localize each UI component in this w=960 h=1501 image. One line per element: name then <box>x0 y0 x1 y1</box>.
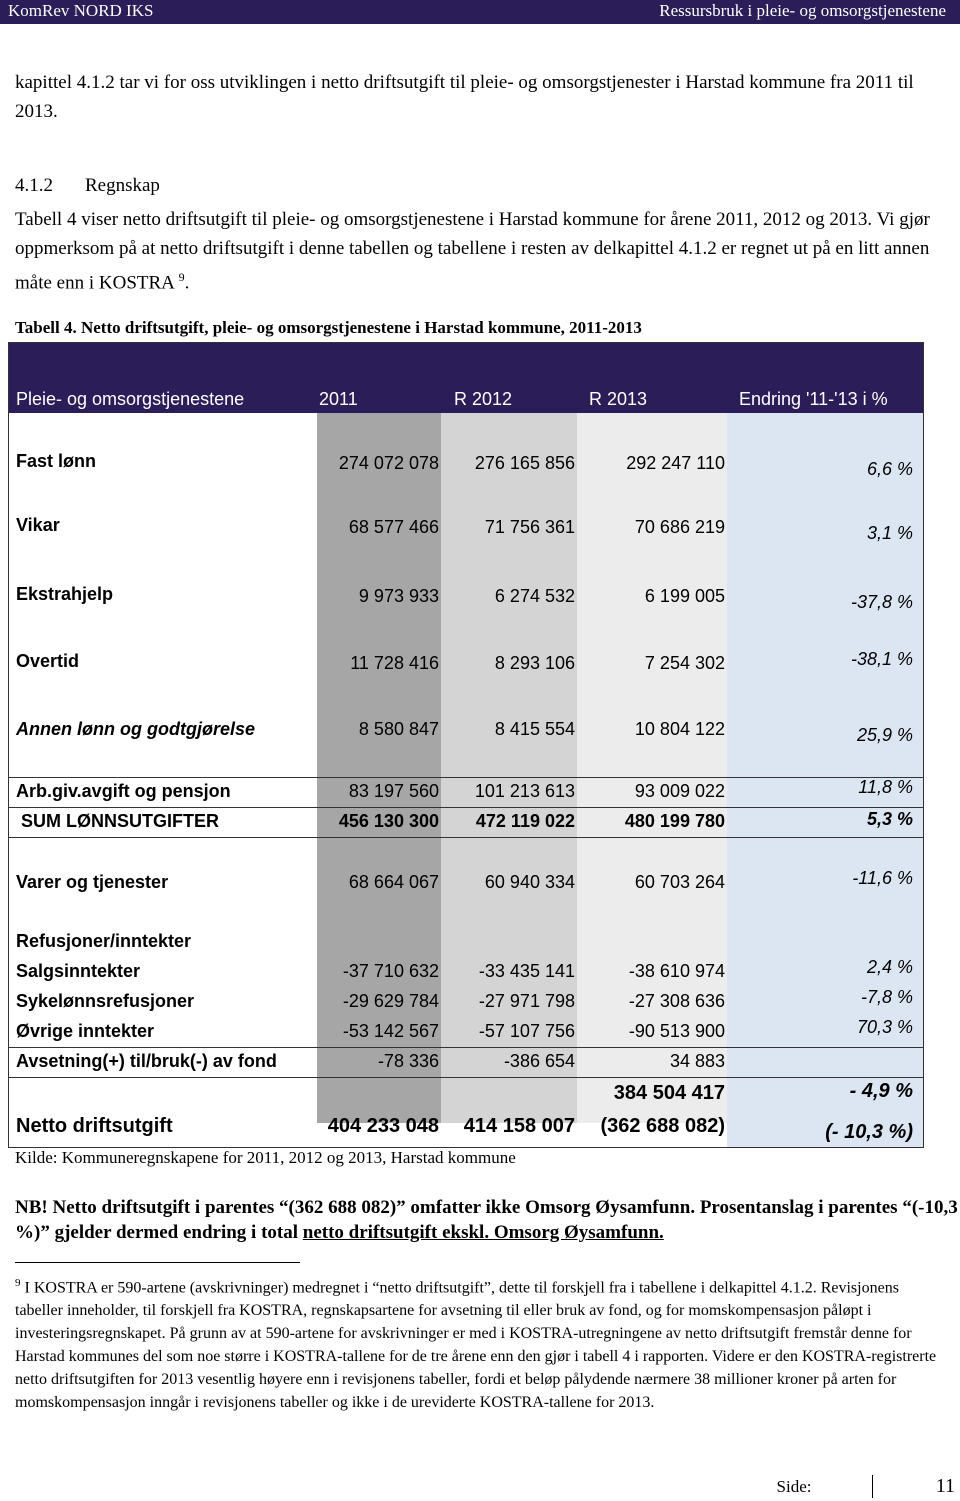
value-pct: -7,8 % <box>860 987 913 1007</box>
page-value: 11 <box>935 1475 955 1497</box>
row-divider <box>9 1047 923 1048</box>
value-2013: -27 308 636 <box>628 991 725 1011</box>
row-label: Overtid <box>16 651 80 671</box>
section-title: Regnskap <box>85 175 160 196</box>
row-divider <box>9 807 923 808</box>
header-label: Pleie- og omsorgstjenestene <box>16 389 245 409</box>
value-2011: 274 072 078 <box>338 453 439 473</box>
row-label: Ekstrahjelp <box>16 584 114 604</box>
body-text-end: . <box>184 272 190 294</box>
value-2011: -29 629 784 <box>342 991 439 1011</box>
row-label: Fast lønn <box>16 451 96 471</box>
value-2013: 70 686 219 <box>634 517 725 537</box>
footnote-text: I KOSTRA er 590-artene (avskrivninger) medregnet i “netto driftsutgift”, dette til forskjell fra i tabellene i delkapittel 4.1.2. Revisjonens tabeller inneholder, til forskjell fra KOSTRA, regnskapsartene for avsetning til eller bruk av fond, og for momskompensasjon påløpt i investeringsregnskapet. På grunn av at 590-artene for avskrivninger er med i KOSTRA-utregningene av netto driftsutgift fremstår denne for Harstad kommunes del som noe større i KOSTRA-tallene for de tre årene enn den gjør i tabell 4 i rapporten. Videre er den KOSTRA-registrerte netto driftsutgiften for 2013 vesentlig høyere enn i revisjonens tabeller, fordi et beløp pålydende nærmere 38 millioner kroner på arten for momskompensasjon inngår i revisjonens tabeller og ikke i de ureviderte KOSTRA-tallene for 2013. <box>15 1279 937 1412</box>
total-pct: (- 10,3 %) <box>825 1121 913 1143</box>
footnote-separator <box>15 1262 300 1263</box>
nb-note <box>15 1195 960 1245</box>
value-2012: 6 274 532 <box>494 586 575 606</box>
header-2012: R 2012 <box>454 389 513 409</box>
value-2011: 68 664 067 <box>348 872 439 892</box>
value-2011: 11 728 416 <box>350 653 439 673</box>
value-pct: 3,1 % <box>866 523 913 543</box>
value-2012: 71 756 361 <box>484 517 575 537</box>
total-pct-alt: - 4,9 % <box>849 1080 913 1102</box>
total-2012: 414 158 007 <box>463 1115 575 1137</box>
header-2013: R 2013 <box>589 389 648 409</box>
value-pct: -11,6 % <box>852 868 913 888</box>
value-2011: 83 197 560 <box>348 781 439 801</box>
header-pct: Endring '11-'13 i % <box>739 389 888 409</box>
row-label-sum: SUM LØNNSUTGIFTER <box>21 811 219 831</box>
value-2012: 276 165 856 <box>474 453 575 473</box>
total-2013-alt: 384 504 417 <box>613 1082 725 1104</box>
value-pct: 25,9 % <box>856 725 913 745</box>
footnote-ref: 9 <box>178 270 185 284</box>
value-2013: 93 009 022 <box>634 781 725 801</box>
value-2013: 292 247 110 <box>626 453 725 473</box>
value-2012: 472 119 022 <box>475 811 575 831</box>
row-divider <box>9 1077 923 1078</box>
header-report-title: Ressursbruk i pleie- og omsorgstjenestene <box>659 1 946 20</box>
total-2011: 404 233 048 <box>327 1115 439 1137</box>
table-source: Kilde: Kommuneregnskapene for 2011, 2012 og 2013, Harstad kommune <box>15 1148 516 1167</box>
row-divider <box>9 777 923 778</box>
total-label: Netto driftsutgift <box>16 1115 173 1137</box>
page-label: Side: <box>776 1477 812 1496</box>
value-2011: 456 130 300 <box>338 811 439 831</box>
row-divider <box>9 837 923 838</box>
row-label: Øvrige inntekter <box>16 1021 155 1041</box>
header-org: KomRev NORD IKS <box>8 1 154 20</box>
total-2013: (362 688 082) <box>600 1115 725 1137</box>
value-2013: 34 883 <box>669 1051 725 1071</box>
value-pct: 70,3 % <box>856 1017 913 1037</box>
value-2011: -37 710 632 <box>342 961 439 981</box>
value-2012: -57 107 756 <box>478 1021 575 1041</box>
value-2013: 480 199 780 <box>624 811 725 831</box>
row-label: Sykelønnsrefusjoner <box>16 991 195 1011</box>
row-label: Salgsinntekter <box>16 961 141 981</box>
value-2011: 68 577 466 <box>348 517 439 537</box>
value-2012: -27 971 798 <box>478 991 575 1011</box>
value-2013: -90 513 900 <box>628 1021 725 1041</box>
row-label: Varer og tjenester <box>16 872 169 892</box>
value-2011: -53 142 567 <box>342 1021 439 1041</box>
row-label: Annen lønn og godtgjørelse <box>16 719 255 739</box>
value-2013: 10 804 122 <box>634 719 725 739</box>
value-pct: -37,8 % <box>850 592 913 612</box>
footnote <box>15 1272 945 1414</box>
body-paragraph <box>15 205 955 297</box>
row-label: Avsetning(+) til/bruk(-) av fond <box>16 1051 277 1071</box>
row-group-label: Refusjoner/inntekter <box>16 931 192 951</box>
nb-underlined: netto driftsutgift ekskl. Omsorg Øysamfunn. <box>302 1222 664 1243</box>
data-table <box>8 342 924 1148</box>
nb-text: NB! Netto driftsutgift i parentes “(362 688 082)” omfatter ikke Omsorg Øysamfunn. Prosentanslag i parentes “(-10,3 %)” gjelder dermed endring i total <box>15 1197 958 1243</box>
value-pct: 11,8 % <box>858 777 913 797</box>
section-number: 4.1.2 <box>15 175 53 196</box>
row-label: Arb.giv.avgift og pensjon <box>16 781 231 801</box>
value-pct: -38,1 % <box>850 649 913 669</box>
value-2013: -38 610 974 <box>628 961 725 981</box>
value-2011: 9 973 933 <box>358 586 439 606</box>
value-2012: -386 654 <box>503 1051 575 1071</box>
value-2012: 60 940 334 <box>484 872 575 892</box>
intro-paragraph: kapittel 4.1.2 tar vi for oss utviklingen i netto driftsutgift til pleie- og omsorgstjenester i Harstad kommune fra 2011 til 2013. <box>15 72 914 122</box>
value-2011: -78 336 <box>377 1051 439 1071</box>
value-pct: 5,3 % <box>866 809 913 829</box>
row-label: Vikar <box>16 515 60 535</box>
value-2012: 101 213 613 <box>474 781 575 801</box>
page-number <box>776 1475 955 1498</box>
value-2012: -33 435 141 <box>478 961 575 981</box>
section-heading <box>15 175 160 197</box>
value-pct: 6,6 % <box>866 459 913 479</box>
footnote-number: 9 <box>15 1277 21 1289</box>
table-caption: Tabell 4. Netto driftsutgift, pleie- og omsorgstjenestene i Harstad kommune, 2011-2013 <box>15 318 642 337</box>
page-header <box>0 0 960 24</box>
value-2013: 7 254 302 <box>644 653 725 673</box>
body-text: Tabell 4 viser netto driftsutgift til pleie- og omsorgstjenestene i Harstad kommune for årene 2011, 2012 og 2013. Vi gjør oppmerksom på at netto driftsutgift i denne tabellen og tabellene i resten av delkapittel 4.1.2 er regnet ut på en litt annen måte enn i KOSTRA <box>15 209 930 294</box>
value-2011: 8 580 847 <box>358 719 439 739</box>
value-pct: 2,4 % <box>866 957 913 977</box>
value-2013: 60 703 264 <box>634 872 725 892</box>
value-2012: 8 293 106 <box>494 653 575 673</box>
value-2012: 8 415 554 <box>494 719 575 739</box>
value-2013: 6 199 005 <box>644 586 725 606</box>
header-2011: 2011 <box>319 389 358 409</box>
